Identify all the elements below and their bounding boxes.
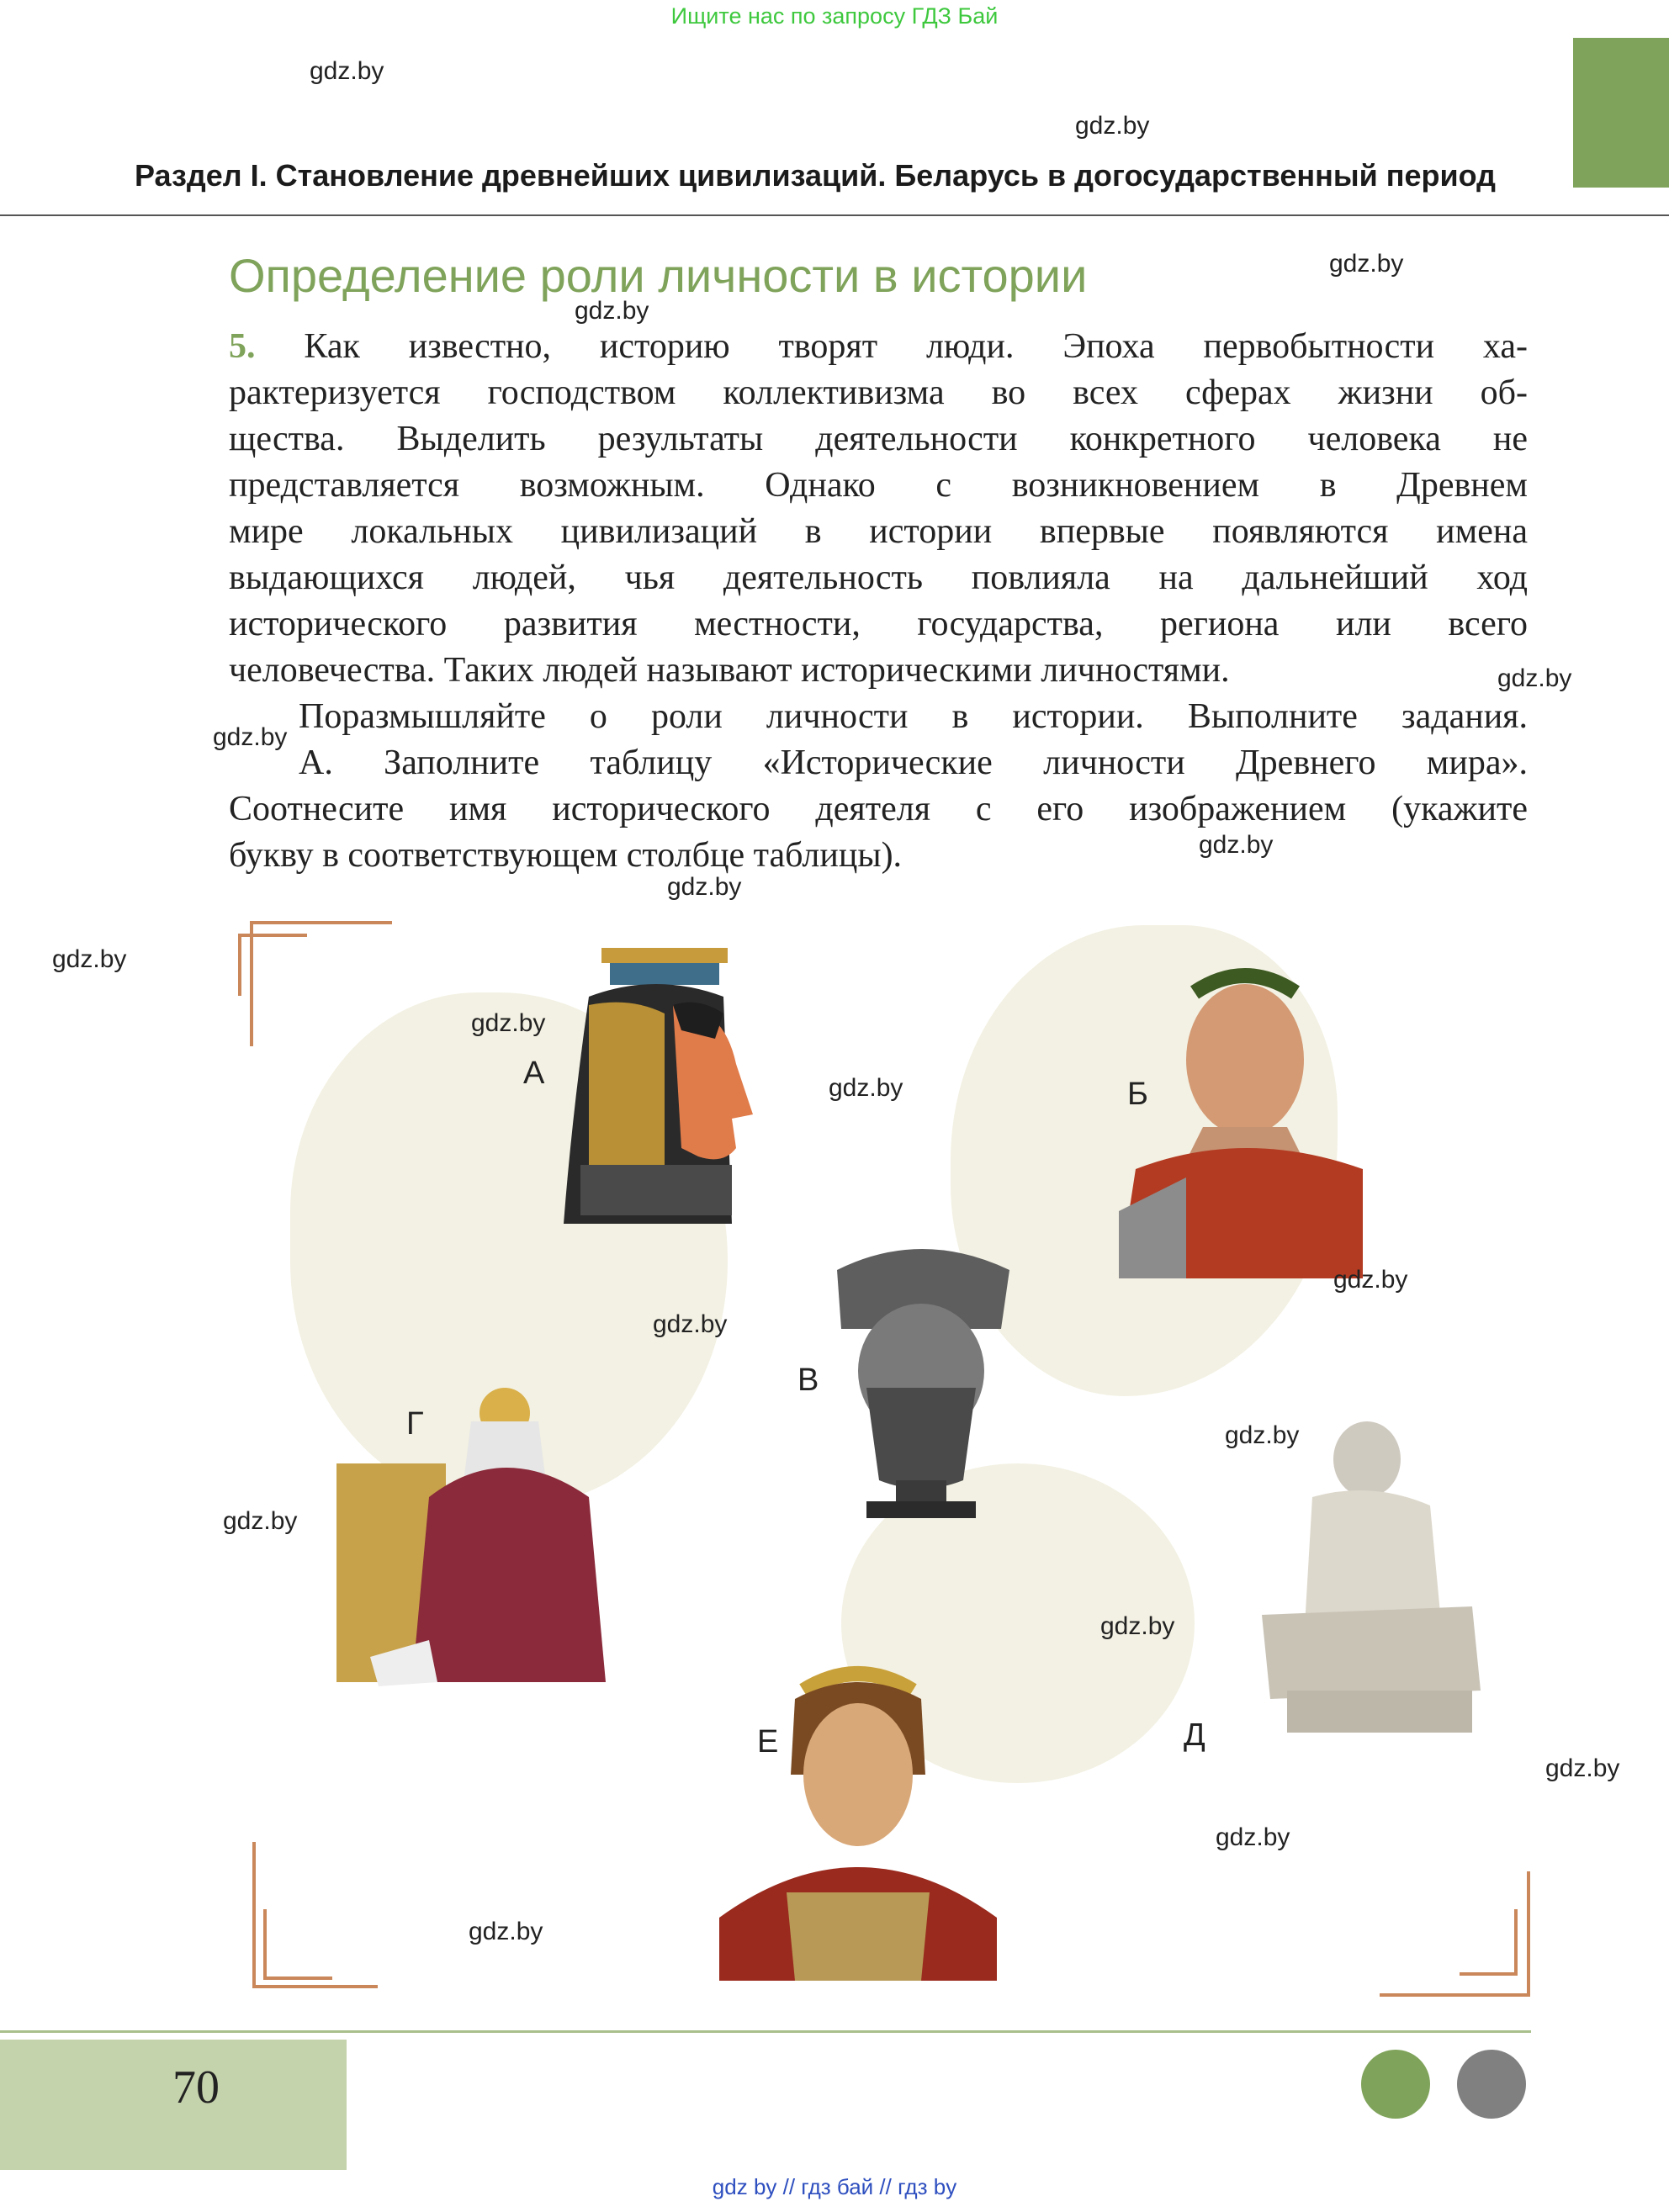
portrait-letter-g: Г [406, 1406, 424, 1442]
watermark: gdz.by [1075, 112, 1150, 140]
task-line-6: выдающихся людей, чья деятельность повлияла на дальнейший ход [229, 558, 1528, 597]
portrait-letter-a: А [523, 1056, 545, 1091]
task-number: 5. [229, 327, 256, 366]
green-dot [1361, 2050, 1430, 2119]
task-line-7: исторического развития местности, государства, региона или всего [229, 605, 1528, 643]
task-line-1: 5. Как известно, историю творят люди. Эпоха первобытности ха- [229, 327, 1528, 366]
chapter-tab [1573, 38, 1669, 188]
header-divider [0, 214, 1669, 216]
portrait-letter-d: Д [1184, 1717, 1205, 1753]
corner-bracket [238, 934, 307, 996]
watermark: gdz.by [52, 945, 127, 973]
section-subheading: Определение роли личности в истории [229, 249, 1088, 302]
watermark: gdz.by [829, 1074, 903, 1102]
task-line-11: Соотнесите имя исторического деятеля с его изображением (укажите [229, 790, 1528, 828]
watermark: gdz.by [223, 1507, 298, 1535]
watermark: gdz.by [667, 873, 742, 901]
task-line-3: щества. Выделить результаты деятельности конкретного человека не [229, 420, 1528, 458]
watermark: gdz.by [471, 1009, 546, 1037]
watermark: gdz.by [1545, 1754, 1620, 1782]
portrait-hammurabi [820, 1236, 1026, 1522]
corner-bracket [1460, 1909, 1518, 1976]
portrait-philosopher [1253, 1413, 1489, 1741]
portrait-alexander [711, 1665, 1005, 1981]
task-line-10: А. Заполните таблицу «Исторические личности Древнего мира». [299, 744, 1528, 782]
gray-dot [1457, 2050, 1526, 2119]
task-line-2: рактеризуется господством коллективизма во всех сферах жизни об- [229, 373, 1528, 412]
watermark: gdz.by [213, 723, 288, 751]
watermark: gdz.by [310, 57, 384, 85]
bottom-links[interactable]: gdz by // гдз бай // гдз by [712, 2174, 957, 2199]
portrait-king [336, 1388, 631, 1691]
watermark: gdz.by [1329, 250, 1404, 278]
footer-divider [0, 2030, 1531, 2033]
portrait-caesar [1119, 959, 1371, 1278]
portrait-cleopatra [555, 946, 778, 1224]
watermark: gdz.by [653, 1310, 728, 1338]
page-number: 70 [172, 2061, 220, 2114]
portrait-letter-b: Б [1127, 1077, 1148, 1112]
watermark: gdz.by [1225, 1421, 1300, 1449]
corner-bracket [263, 1909, 332, 1980]
task-line-4: представляется возможным. Однако с возникновением в Древнем [229, 466, 1528, 505]
top-search-banner: Ищите нас по запросу ГДЗ Бай [670, 3, 999, 29]
watermark: gdz.by [1199, 831, 1274, 859]
task-line-9: Поразмышляйте о роли личности в истории. Выполните задания. [299, 697, 1528, 736]
watermark: gdz.by [1497, 664, 1572, 692]
task-line-8: человечества. Таких людей называют историческими личностями. [229, 651, 1230, 690]
task-line-12: букву в соответствующем столбце таблицы). [229, 836, 903, 875]
portrait-letter-e: Е [757, 1724, 779, 1760]
watermark: gdz.by [1333, 1266, 1408, 1294]
task-line-5: мире локальных цивилизаций в истории впервые появляются имена [229, 512, 1528, 551]
watermark: gdz.by [1100, 1612, 1175, 1640]
watermark: gdz.by [1216, 1823, 1290, 1851]
portrait-letter-v: В [797, 1363, 819, 1398]
watermark: gdz.by [469, 1918, 543, 1945]
watermark: gdz.by [575, 297, 649, 325]
section-header: Раздел I. Становление древнейших цивилизаций. Беларусь в догосударственный период [135, 158, 1496, 193]
